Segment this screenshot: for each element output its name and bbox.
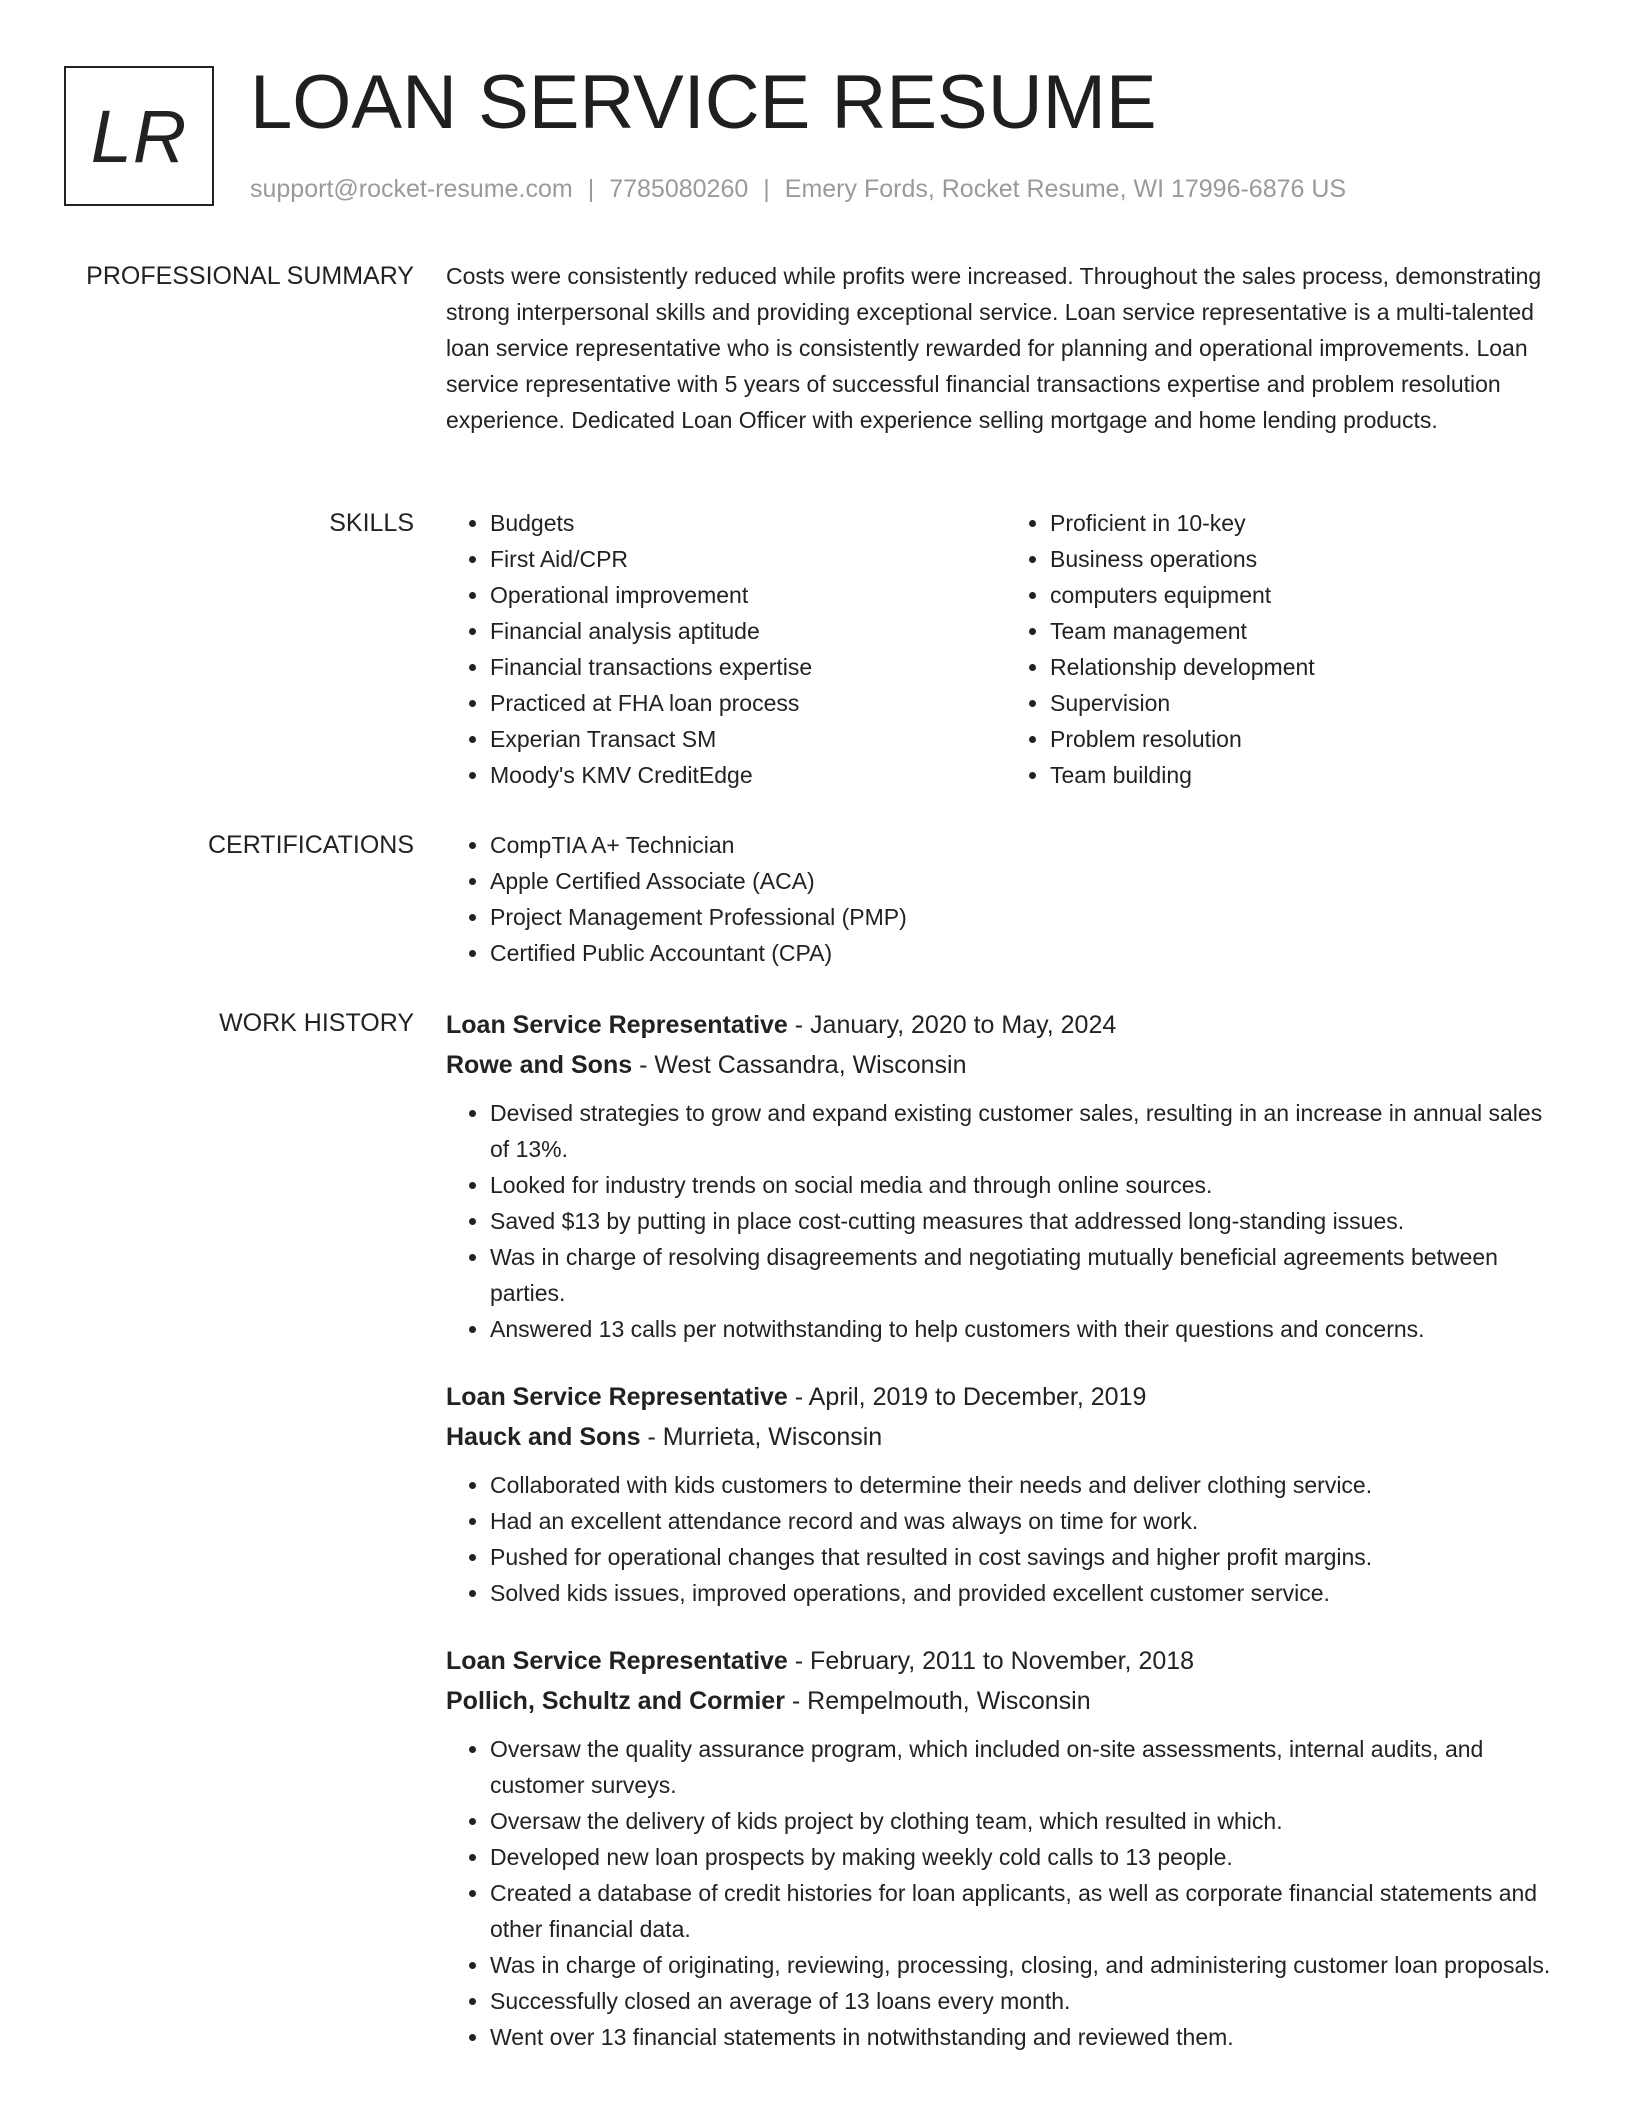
skill-item: • Financial analysis aptitude bbox=[490, 613, 1006, 649]
resume-title: LOAN SERVICE RESUME bbox=[250, 60, 1157, 145]
job-bullets bbox=[446, 1731, 1566, 2055]
contact-address: Emery Fords, Rocket Resume, WI 17996-6876 US bbox=[784, 175, 1347, 203]
summary-heading: PROFESSIONAL SUMMARY bbox=[86, 262, 414, 290]
job-bullet: • Went over 13 financial statements in notwithstanding and reviewed them. bbox=[490, 2019, 1566, 2055]
job-dates: - February, 2011 to November, 2018 bbox=[787, 1647, 1195, 1675]
contact-email[interactable]: support@rocket-resume.com bbox=[250, 175, 573, 203]
summary-text: Costs were consistently reduced while profits were increased. Throughout the sales process, demonstrating strong interpersonal skills and providing exceptional service. Loan service representative is a multi-talented loan service representative who is consistently rewarded for planning and operational improvements. Loan service representative with 5 years of successful financial transactions expertise and problem resolution experience. Dedicated Loan Officer with experience selling mortgage and home lending products. bbox=[446, 263, 1542, 433]
work-history-heading: WORK HISTORY bbox=[219, 1009, 414, 1037]
job-bullet: • Collaborated with kids customers to determine their needs and deliver clothing service. bbox=[490, 1467, 1566, 1503]
skill-item: • Operational improvement bbox=[490, 577, 1006, 613]
contact-line bbox=[250, 172, 1346, 206]
job-bullet: • Created a database of credit histories for loan applicants, as well as corporate financial statements and other financial data. bbox=[490, 1875, 1566, 1947]
job-bullet: • Was in charge of originating, reviewing, processing, closing, and administering customer loan proposals. bbox=[490, 1947, 1566, 1983]
job-title-line bbox=[446, 1641, 1566, 1681]
job-entry bbox=[446, 1641, 1566, 2055]
job-bullet: • Looked for industry trends on social media and through online sources. bbox=[490, 1167, 1566, 1203]
contact-separator: | bbox=[763, 175, 770, 203]
job-bullet: • Developed new loan prospects by making weekly cold calls to 13 people. bbox=[490, 1839, 1566, 1875]
job-title-line bbox=[446, 1377, 1566, 1417]
contact-phone[interactable]: 7785080260 bbox=[609, 175, 749, 203]
job-bullet: • Devised strategies to grow and expand existing customer sales, resulting in an increase in annual sales of 13%. bbox=[490, 1095, 1566, 1167]
job-bullets bbox=[446, 1095, 1566, 1347]
skill-item: • Supervision bbox=[1050, 685, 1566, 721]
job-company-line bbox=[446, 1681, 1566, 1721]
job-location: - West Cassandra, Wisconsin bbox=[632, 1051, 967, 1079]
skill-item: • computers equipment bbox=[1050, 577, 1566, 613]
skill-item: • Financial transactions expertise bbox=[490, 649, 1006, 685]
job-bullet: • Successfully closed an average of 13 loans every month. bbox=[490, 1983, 1566, 2019]
certifications-heading: CERTIFICATIONS bbox=[207, 831, 414, 859]
job-company-line bbox=[446, 1045, 1566, 1085]
certifications-list bbox=[446, 827, 1566, 971]
job-title: Loan Service Representative bbox=[446, 1383, 788, 1411]
skill-item: • Team building bbox=[1050, 757, 1566, 793]
job-entry bbox=[446, 1005, 1566, 1347]
job-bullets bbox=[446, 1467, 1566, 1611]
job-dates: - January, 2020 to May, 2024 bbox=[787, 1011, 1117, 1039]
job-bullet: • Pushed for operational changes that resulted in cost savings and higher profit margins. bbox=[490, 1539, 1566, 1575]
skill-item: • Budgets bbox=[490, 505, 1006, 541]
certifications-body bbox=[446, 827, 1566, 971]
job-company: Hauck and Sons bbox=[446, 1423, 641, 1451]
skills-list-right bbox=[1006, 505, 1566, 793]
job-bullet: • Oversaw the quality assurance program, which included on-site assessments, internal audits, and customer surveys. bbox=[490, 1731, 1566, 1803]
skills-body bbox=[446, 505, 1566, 793]
skill-item: • Team management bbox=[1050, 613, 1566, 649]
job-title: Loan Service Representative bbox=[446, 1011, 788, 1039]
skill-item: • Relationship development bbox=[1050, 649, 1566, 685]
job-title-line bbox=[446, 1005, 1566, 1045]
job-entry bbox=[446, 1377, 1566, 1611]
summary-body bbox=[446, 258, 1566, 438]
job-bullet: • Was in charge of resolving disagreements and negotiating mutually beneficial agreements between parties. bbox=[490, 1239, 1566, 1311]
job-bullet: • Solved kids issues, improved operations, and provided excellent customer service. bbox=[490, 1575, 1566, 1611]
job-bullet: • Had an excellent attendance record and was always on time for work. bbox=[490, 1503, 1566, 1539]
skill-item: • First Aid/CPR bbox=[490, 541, 1006, 577]
skills-heading: SKILLS bbox=[329, 509, 414, 537]
monogram-text: LR bbox=[90, 94, 188, 178]
job-bullet: • Saved $13 by putting in place cost-cutting measures that addressed long-standing issues. bbox=[490, 1203, 1566, 1239]
skill-item: • Proficient in 10-key bbox=[1050, 505, 1566, 541]
job-company-line bbox=[446, 1417, 1566, 1457]
job-title: Loan Service Representative bbox=[446, 1647, 788, 1675]
contact-separator: | bbox=[587, 175, 595, 203]
skill-item: • Business operations bbox=[1050, 541, 1566, 577]
certification-item: • CompTIA A+ Technician bbox=[490, 827, 1566, 863]
job-dates: - April, 2019 to December, 2019 bbox=[787, 1383, 1147, 1411]
skill-item: • Experian Transact SM bbox=[490, 721, 1006, 757]
certification-item: • Project Management Professional (PMP) bbox=[490, 899, 1566, 935]
job-company: Pollich, Schultz and Cormier bbox=[446, 1687, 785, 1715]
job-location: - Rempelmouth, Wisconsin bbox=[784, 1687, 1091, 1715]
job-bullet: • Answered 13 calls per notwithstanding to help customers with their questions and concerns. bbox=[490, 1311, 1566, 1347]
job-location: - Murrieta, Wisconsin bbox=[640, 1423, 883, 1451]
work-history-body bbox=[446, 1005, 1566, 2085]
monogram-logo bbox=[64, 66, 214, 206]
skills-list-left bbox=[446, 505, 1006, 793]
skill-item: • Problem resolution bbox=[1050, 721, 1566, 757]
certification-item: • Apple Certified Associate (ACA) bbox=[490, 863, 1566, 899]
job-bullet: • Oversaw the delivery of kids project by clothing team, which resulted in which. bbox=[490, 1803, 1566, 1839]
job-company: Rowe and Sons bbox=[446, 1051, 633, 1079]
certification-item: • Certified Public Accountant (CPA) bbox=[490, 935, 1566, 971]
skill-item: • Moody's KMV CreditEdge bbox=[490, 757, 1006, 793]
skill-item: • Practiced at FHA loan process bbox=[490, 685, 1006, 721]
